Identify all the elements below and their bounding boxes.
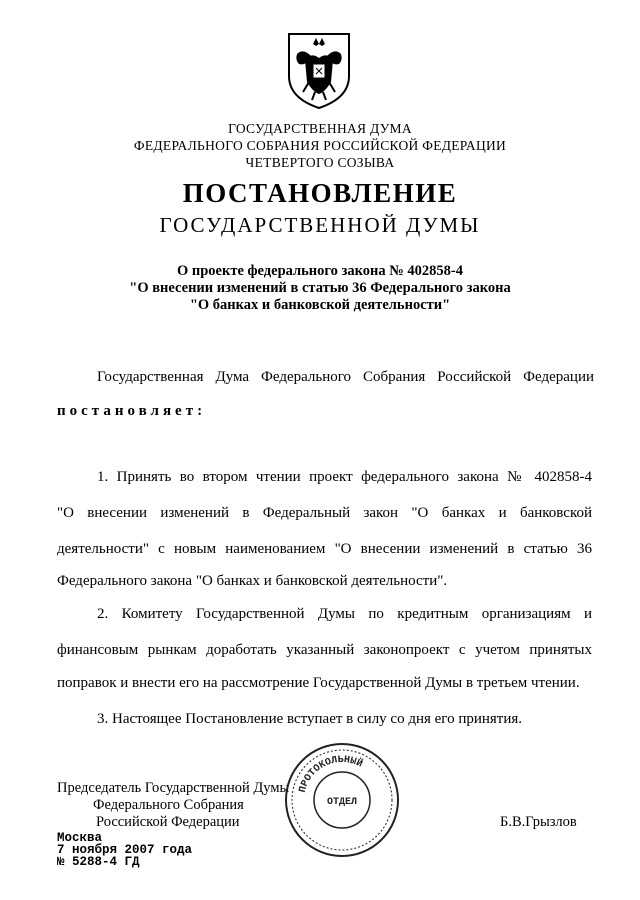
stamp-ring-text: ПРОТОКОЛЬНЫЙ [297,754,364,794]
org-name-line1: ГОСУДАРСТВЕННАЯ ДУМА [228,121,412,136]
paragraph-2-line: 2. Комитету Государственной Думы по кредитным организациям и [97,606,592,622]
signatory-name: Б.В.Грызлов [500,814,577,830]
footer-date: 7 ноября 2007 года [57,843,193,857]
stamp-center-text: ОТДЕЛ [326,797,358,808]
round-seal-stamp [282,740,402,860]
paragraph-1-line: деятельности" с новым наименованием "О внесении изменений в статью 36 [57,541,592,557]
footer-city: Москва [57,831,103,845]
paragraph-3-text: 3. Настоящее Постановление вступает в силу со дня его принятия. [97,711,523,727]
org-name-line2: ФЕДЕРАЛЬНОГО СОБРАНИЯ РОССИЙСКОЙ ФЕДЕРАЦИИ [133,138,507,153]
signatory-title-line3: Российской Федерации [96,814,240,830]
paragraph-1-line: Федерального закона "О банках и банковской деятельности". [57,573,448,589]
subject-line2: "О внесении изменений в статью 36 Федерального закона [129,280,511,296]
subject-line1: О проекте федерального закона № 402858-4 [176,263,464,279]
paragraph-1-line: 1. Принять во втором чтении проект федерального закона № 402858-4 [97,469,592,485]
org-name-line3: ЧЕТВЕРТОГО СОЗЫВА [245,155,395,170]
subject-line3: "О банках и банковской деятельности" [189,297,451,313]
document-issuer-title: ГОСУДАРСТВЕННОЙ ДУМЫ [159,213,481,237]
decree-word: постановляет: [57,403,207,419]
footer-number: № 5288-4 ГД [57,855,140,869]
preamble-text: Государственная Дума Федерального Собрания Российской Федерации [97,369,594,385]
paragraph-2-line: финансовым рынкам доработать указанный законопроект с учетом принятых [57,642,592,658]
paragraph-2-line: поправок и внести его на рассмотрение Государственной Думы в третьем чтении. [57,675,580,691]
paragraph-1-line: "О внесении изменений в Федеральный закон "О банках и банковской [57,505,592,521]
coat-of-arms-icon [285,30,353,110]
document-type-title: ПОСТАНОВЛЕНИЕ [182,178,458,208]
signatory-title-line2: Федерального Собрания [93,797,244,813]
signatory-title-line1: Председатель Государственной Думы [57,780,290,796]
